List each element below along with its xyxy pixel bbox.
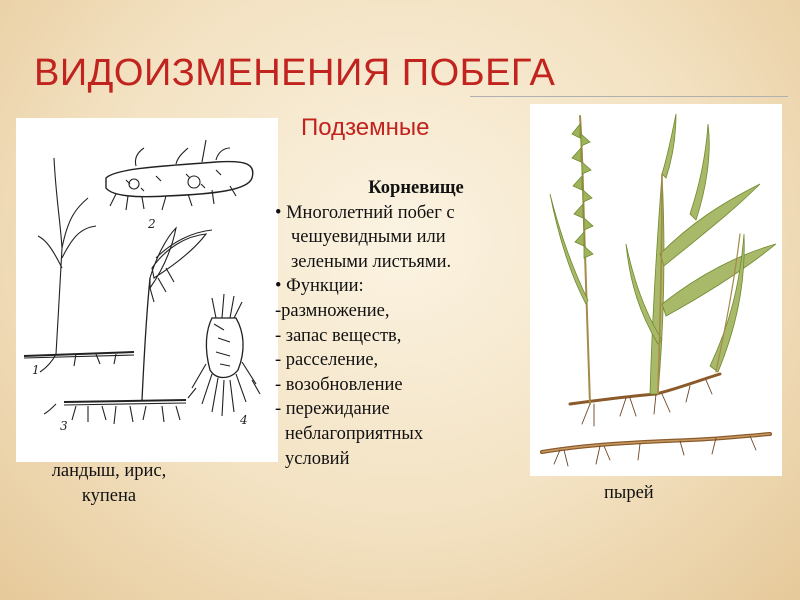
slide-subtitle: Подземные	[301, 114, 430, 141]
rhizome-line-11: условий	[285, 448, 350, 469]
left-caption-line-1: ландыш, ирис,	[51, 461, 167, 481]
left-image-caption	[34, 459, 184, 508]
figure-number-2: 2	[148, 217, 156, 231]
rhizome-line-9: - пережидание	[275, 399, 390, 420]
rhizome-line-10: неблагоприятных	[285, 423, 424, 444]
slide-title: ВИДОИЗМЕНЕНИЯ ПОБЕГА	[34, 52, 556, 94]
rhizome-line-8: - возобновление	[275, 374, 403, 395]
figure-number-4: 4	[240, 413, 248, 427]
figure-number-3: 3	[60, 419, 68, 433]
rhizome-description	[275, 176, 527, 471]
rhizome-line-4: • Функции:	[275, 276, 364, 297]
rhizome-line-1: • Многолетний побег с	[275, 202, 455, 223]
rhizome-line-6: - запас веществ,	[275, 325, 402, 346]
rhizome-heading: Корневище	[368, 178, 464, 198]
right-image-caption: пырей	[604, 483, 654, 503]
left-caption-line-2: купена	[81, 485, 137, 506]
figure-number-1: 1	[32, 363, 40, 377]
couch-grass-illustration-panel	[530, 104, 782, 476]
rhizome-line-7: - расселение,	[275, 350, 379, 371]
title-divider	[470, 96, 788, 97]
rhizome-line-5: -размножение,	[275, 300, 390, 321]
rhizome-drawings	[16, 118, 278, 462]
rhizome-line-2: чешуевидными или	[291, 227, 446, 248]
couch-grass-drawing	[530, 104, 782, 476]
rhizome-illustration-panel	[16, 118, 278, 462]
rhizome-line-3: зелеными листьями.	[291, 251, 452, 272]
